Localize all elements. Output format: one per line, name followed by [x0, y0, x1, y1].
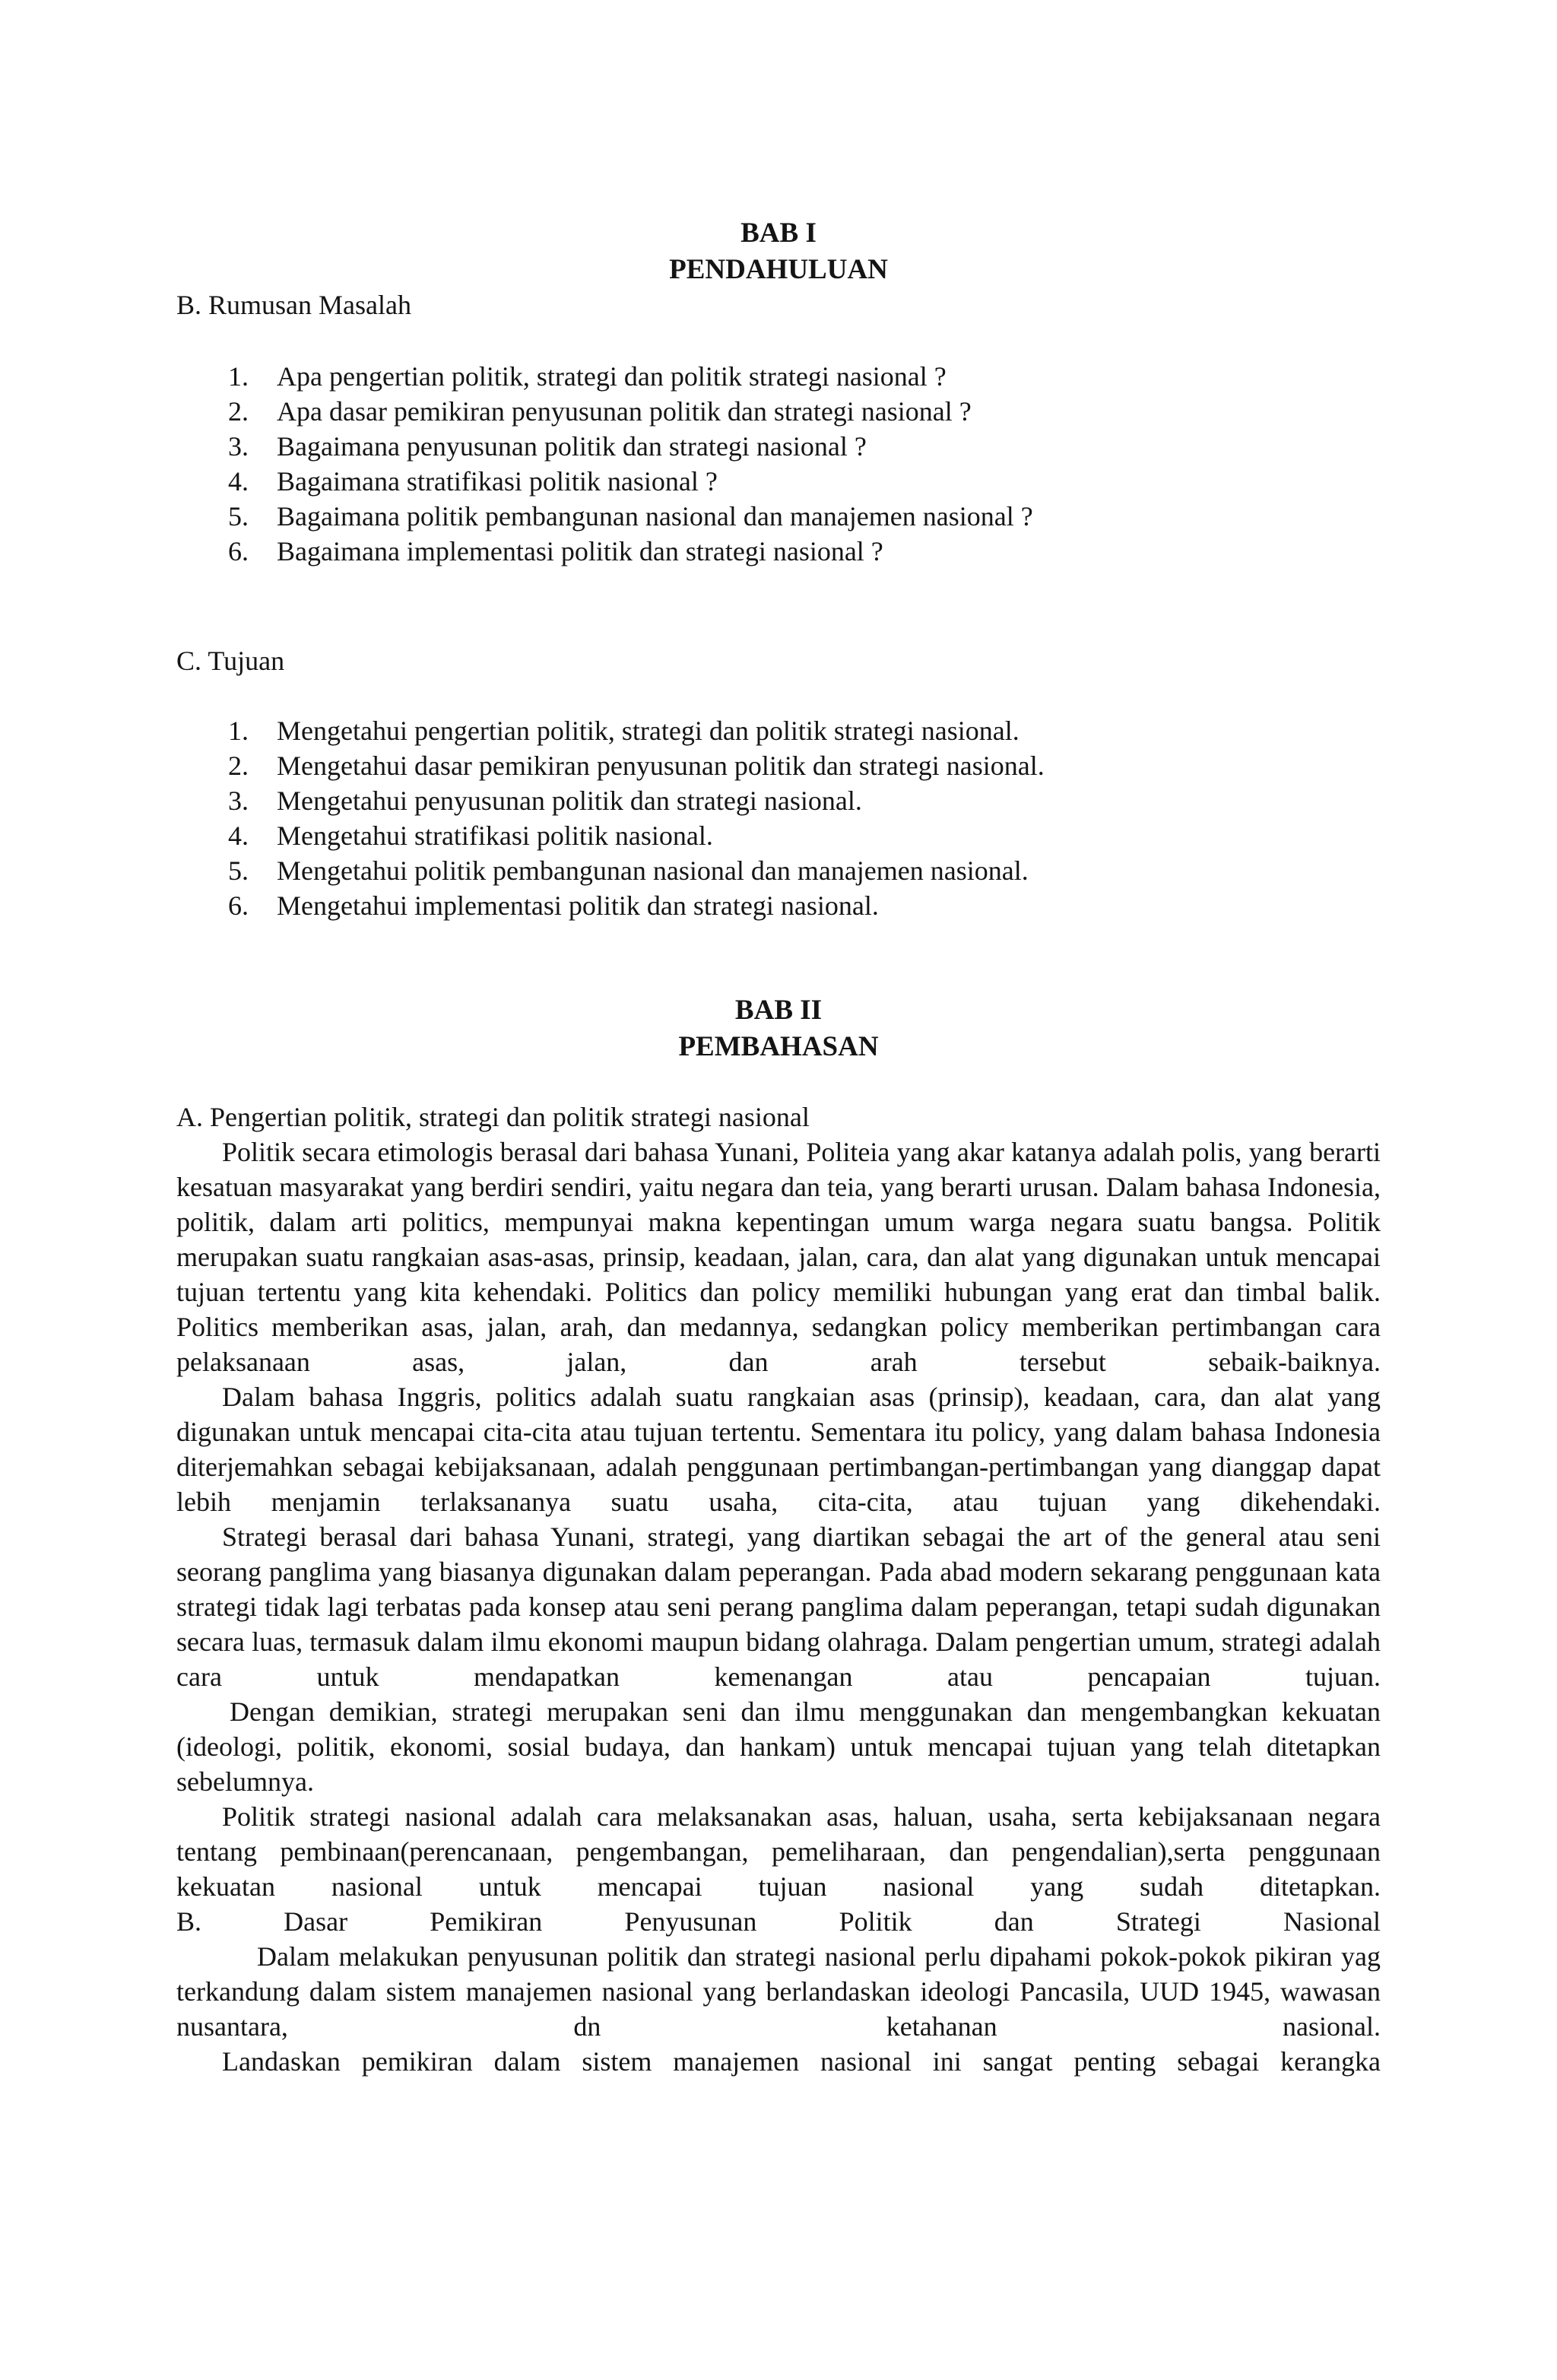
tujuan-list [228, 713, 1045, 923]
list-item [228, 464, 1033, 499]
list-item [228, 783, 1045, 818]
chapter-1-title: BAB I [740, 217, 817, 249]
list-item [228, 748, 1045, 783]
list-text: Bagaimana implementasi politik dan strategi nasional ? [277, 536, 883, 566]
list-number: 2. [228, 396, 249, 427]
list-text: Mengetahui dasar pemikiran penyusunan politik dan strategi nasional. [277, 750, 1045, 781]
list-number: 6. [228, 890, 249, 921]
section-a-paragraph-4: Dengan demikian, strategi merupakan seni dan ilmu menggunakan dan mengembangkan kekuatan (ideologi, politik, ekonomi, sosial budaya, dan hankam) untuk mencapai tujuan yang telah ditetapkan sebelumnya. [176, 1696, 1381, 1797]
list-text: Mengetahui stratifikasi politik nasional. [277, 820, 713, 851]
list-item [228, 394, 1033, 429]
list-number: 4. [228, 466, 249, 497]
list-text: Bagaimana penyusunan politik dan strategi nasional ? [277, 431, 867, 462]
section-a-paragraph-3: Strategi berasal dari bahasa Yunani, strategi, yang diartikan sebagai the art of the general atau seni seorang panglima yang biasanya digunakan dalam peperangan. Pada abad modern sekarang penggunaan kata strategi tidak lagi terbatas pada konsep atau seni perang panglima dalam peperangan, tetapi sudah digunakan secara luas, termasuk dalam ilmu ekonomi maupun bidang olahraga. Dalam pengertian umum, strategi adalah cara untuk mendapatkan kemenangan atau pencapaian tujuan. [176, 1522, 1381, 1692]
list-number: 5. [228, 855, 249, 886]
section-a-paragraph-1: Politik secara etimologis berasal dari bahasa Yunani, Politeia yang akar katanya adalah polis, yang berarti kesatuan masyarakat yang berdiri sendiri, yaitu negara dan teia, yang berarti urusan. Dalam bahasa Indonesia, politik, dalam arti politics, mempunyai makna kepentingan umum warga negara suatu bangsa. Politik merupakan suatu rangkaian asas-asas, prinsip, keadaan, jalan, cara, dan alat yang digunakan untuk mencapai tujuan tertentu yang kita kehendaki. Politics dan policy memiliki hubungan yang erat dan timbal balik. Politics memberikan asas, jalan, arah, dan medannya, sedangkan policy memberikan pertimbangan cara pelaksanaan asas, jalan, dan arah tersebut sebaik-baiknya. [176, 1137, 1381, 1377]
list-text: Mengetahui pengertian politik, strategi dan politik strategi nasional. [277, 716, 1020, 746]
tujuan-heading: C. Tujuan [176, 646, 285, 676]
list-number: 4. [228, 820, 249, 851]
list-number: 5. [228, 501, 249, 532]
section-a-paragraph-2: Dalam bahasa Inggris, politics adalah suatu rangkaian asas (prinsip), keadaan, cara, dan alat yang digunakan untuk mencapai cita-cita atau tujuan tertentu. Sementara itu policy, yang dalam bahasa Indonesia diterjemahkan sebagai kebijaksanaan, adalah penggunaan pertimbangan-pertimbangan yang dianggap dapat lebih menjamin terlaksananya suatu usaha, cita-cita, atau tujuan yang dikehendaki. [176, 1382, 1381, 1517]
list-text: Bagaimana politik pembangunan nasional dan manajemen nasional ? [277, 501, 1033, 532]
list-number: 2. [228, 750, 249, 781]
list-text: Mengetahui penyusunan politik dan strategi nasional. [277, 785, 862, 816]
chapter-2-subtitle: PEMBAHASAN [678, 1031, 879, 1062]
section-a-paragraph-5: Politik strategi nasional adalah cara melaksanakan asas, haluan, usaha, serta kebijaksanaan negara tentang pembinaan(perencanaan, pengembangan, pemeliharaan, dan pengendalian),serta penggunaan kekuatan nasional untuk mencapai tujuan nasional yang sudah ditetapkan. [176, 1801, 1381, 1902]
list-number: 1. [228, 361, 249, 392]
chapter-1-subtitle: PENDAHULUAN [669, 254, 888, 285]
chapter-2-title: BAB II [734, 995, 823, 1026]
list-number: 6. [228, 536, 249, 566]
list-text: Bagaimana stratifikasi politik nasional ? [277, 466, 718, 497]
section-b-paragraph-1: Dalam melakukan penyusunan politik dan strategi nasional perlu dipahami pokok-pokok pikiran yag terkandung dalam sistem manajemen nasional yang berlandaskan ideologi Pancasila, UUD 1945, wawasan nusantara, dn ketahanan nasional. [176, 1941, 1381, 2042]
list-item [228, 853, 1045, 888]
list-item [228, 888, 1045, 923]
list-item [228, 534, 1033, 569]
list-item [228, 713, 1045, 748]
section-a-heading: A. Pengertian politik, strategi dan politik strategi nasional [176, 1102, 810, 1132]
list-text: Apa pengertian politik, strategi dan politik strategi nasional ? [277, 361, 947, 392]
list-text: Apa dasar pemikiran penyusunan politik dan strategi nasional ? [277, 396, 972, 427]
list-item [228, 359, 1033, 394]
list-text: Mengetahui implementasi politik dan strategi nasional. [277, 890, 879, 921]
rumusan-list [228, 359, 1033, 569]
list-number: 3. [228, 431, 249, 462]
section-b-heading: B. Dasar Pemikiran Penyusunan Politik dan Strategi Nasional [176, 1906, 1381, 1937]
main-body-text [176, 1100, 1381, 2079]
list-text: Mengetahui politik pembangunan nasional dan manajemen nasional. [277, 855, 1029, 886]
list-item [228, 818, 1045, 853]
list-number: 1. [228, 716, 249, 746]
list-item [228, 429, 1033, 464]
list-number: 3. [228, 785, 249, 816]
rumusan-heading: B. Rumusan Masalah [176, 290, 411, 320]
list-item [228, 499, 1033, 534]
section-b-paragraph-2: Landaskan pemikiran dalam sistem manajemen nasional ini sangat penting sebagai kerangka [222, 2046, 1381, 2077]
